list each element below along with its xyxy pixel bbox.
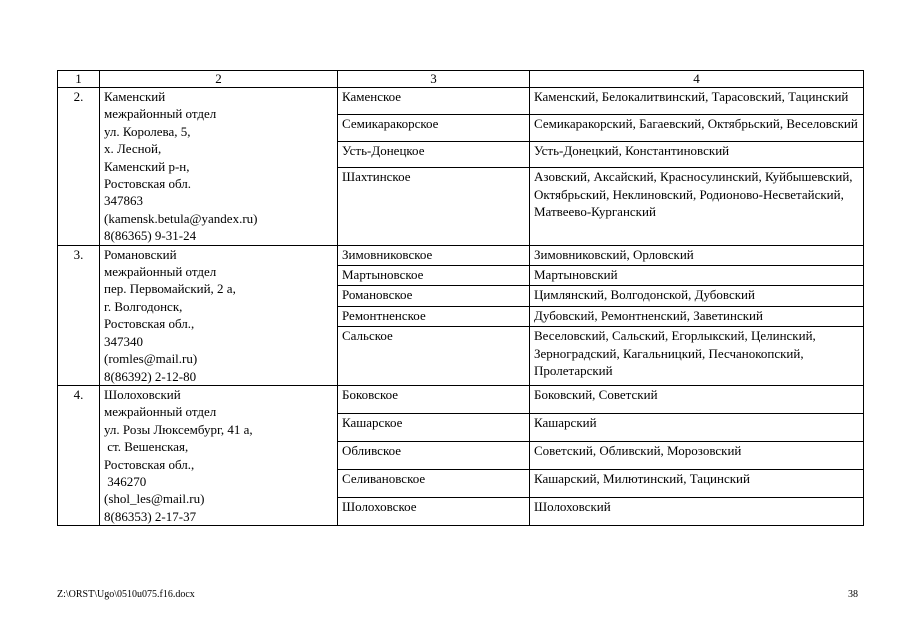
office-line: ул. Розы Люксембург, 41 а, xyxy=(104,421,253,437)
forestry-name-cell: Ремонтненское xyxy=(338,306,530,326)
office-line: межрайонный отдел xyxy=(104,404,217,420)
table-row xyxy=(58,385,864,413)
office-line: Шолоховский xyxy=(104,386,181,402)
office-line: Каменский р-н, xyxy=(104,158,190,174)
districts-cell: Зимовниковский, Орловский xyxy=(530,245,864,265)
forestry-name-cell: Зимовниковское xyxy=(338,245,530,265)
footer-page-number: 38 xyxy=(848,589,858,600)
office-line: Романовский xyxy=(104,246,177,262)
forestry-name-cell: Боковское xyxy=(338,385,530,413)
office-line: х. Лесной, xyxy=(104,141,162,157)
office-line: межрайонный отдел xyxy=(104,264,217,280)
office-line: пер. Первомайский, 2 а, xyxy=(104,281,236,297)
districts-cell: Советский, Обливский, Морозовский xyxy=(530,442,864,470)
forestry-name-cell: Каменское xyxy=(338,88,530,115)
office-line: межрайонный отдел xyxy=(104,106,217,122)
office-line: 347340 xyxy=(104,333,143,349)
districts-cell: Боковский, Советский xyxy=(530,385,864,413)
office-line: (romles@mail.ru) xyxy=(104,351,198,367)
office-line: 347863 xyxy=(104,193,143,209)
office-cell xyxy=(100,385,338,525)
table-row xyxy=(58,88,864,115)
forestry-name-cell: Обливское xyxy=(338,442,530,470)
districts-cell: Цимлянский, Волгодонской, Дубовский xyxy=(530,286,864,306)
office-line: 8(86365) 9-31-24 xyxy=(104,228,197,244)
header-row xyxy=(58,71,864,88)
office-line: Каменский xyxy=(104,89,166,104)
office-line: 346270 xyxy=(104,473,147,489)
districts-cell: Семикаракорский, Багаевский, Октябрьский, Веселовский xyxy=(530,114,864,141)
office-line: Ростовская обл. xyxy=(104,176,191,192)
header-cell-2: 2 xyxy=(100,71,338,88)
row-number-cell: 3. xyxy=(58,245,100,385)
footer-file-path: Z:\ORST\Ugo\0510u075.f16.docx xyxy=(57,589,195,600)
districts-cell: Кашарский xyxy=(530,413,864,441)
districts-cell: Кашарский, Милютинский, Тацинский xyxy=(530,470,864,498)
office-line: Ростовская обл., xyxy=(104,456,195,472)
districts-table xyxy=(57,70,864,526)
forestry-name-cell: Селивановское xyxy=(338,470,530,498)
office-line: 8(86353) 2-17-37 xyxy=(104,508,197,524)
office-line: ул. Королева, 5, xyxy=(104,123,191,139)
header-cell-1: 1 xyxy=(58,71,100,88)
forestry-name-cell: Романовское xyxy=(338,286,530,306)
office-line: ст. Вешенская, xyxy=(104,439,189,455)
districts-cell: Азовский, Аксайский, Красносулинский, Куйбышевский, Октябрьский, Неклиновский, Родионово-Несветайский, Матвеево-Курганский xyxy=(530,168,864,245)
districts-cell: Веселовский, Сальский, Егорлыкский, Целинский, Зерноградский, Кагальницкий, Песчанокопский, Пролетарский xyxy=(530,327,864,386)
forestry-name-cell: Усть-Донецкое xyxy=(338,141,530,168)
office-line: (shol_les@mail.ru) xyxy=(104,491,205,507)
districts-cell: Мартыновский xyxy=(530,266,864,286)
office-cell xyxy=(100,88,338,246)
office-line: г. Волгодонск, xyxy=(104,298,183,314)
districts-cell: Каменский, Белокалитвинский, Тарасовский, Тацинский xyxy=(530,88,864,115)
districts-cell: Усть-Донецкий, Константиновский xyxy=(530,141,864,168)
office-line: 8(86392) 2-12-80 xyxy=(104,368,197,384)
header-cell-4: 4 xyxy=(530,71,864,88)
districts-cell: Шолоховский xyxy=(530,498,864,526)
row-number-cell: 4. xyxy=(58,385,100,525)
forestry-name-cell: Сальское xyxy=(338,327,530,386)
forestry-name-cell: Семикаракорское xyxy=(338,114,530,141)
forestry-name-cell: Мартыновское xyxy=(338,266,530,286)
office-line: (kamensk.betula@yandex.ru) xyxy=(104,210,258,226)
forestry-name-cell: Шолоховское xyxy=(338,498,530,526)
table-row xyxy=(58,245,864,265)
header-cell-3: 3 xyxy=(338,71,530,88)
office-cell xyxy=(100,245,338,385)
office-line: Ростовская обл., xyxy=(104,316,195,332)
forestry-name-cell: Кашарское xyxy=(338,413,530,441)
forestry-name-cell: Шахтинское xyxy=(338,168,530,245)
districts-cell: Дубовский, Ремонтненский, Заветинский xyxy=(530,306,864,326)
row-number-cell: 2. xyxy=(58,88,100,246)
table-body xyxy=(58,88,864,526)
